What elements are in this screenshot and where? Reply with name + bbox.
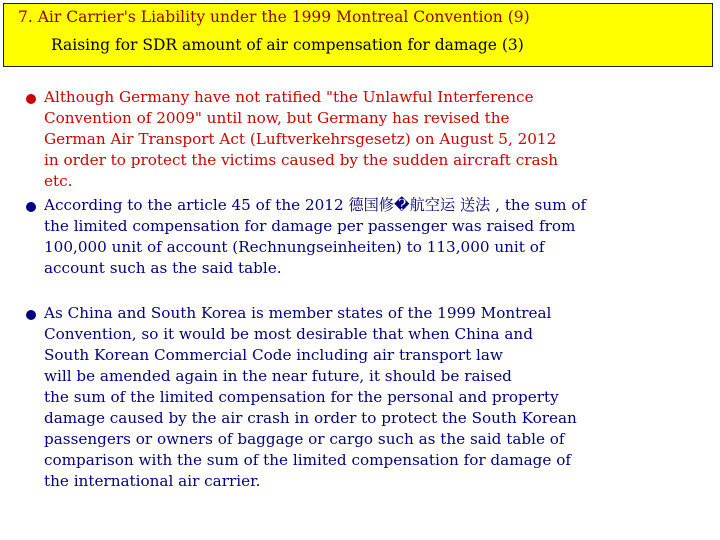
bullet-3-line-5: the sum of the limited compensation for the personal and property	[44, 388, 559, 406]
bullet-3-line-3: South Korean Commercial Code including air transport law	[44, 346, 503, 364]
bullet-3-line-9: the international air carrier.	[44, 472, 261, 490]
slide-subtitle: Raising for SDR amount of air compensation for damage (3)	[51, 36, 524, 54]
bullet-2-line-2: the limited compensation for damage per passenger was raised from	[44, 217, 576, 235]
bullet-2-line-4: account such as the said table.	[44, 259, 282, 277]
bullet-2-line-1: According to the article 45 of the 2012 德国修�航空运 送法 , the sum of	[44, 196, 587, 214]
bullet-3-line-7: passengers or owners of baggage or cargo such as the said table of	[44, 430, 565, 448]
bullet-1-line-2: Convention of 2009" until now, but Germany has revised the	[44, 109, 510, 127]
bullet-1-line-3: German Air Transport Act (Luftverkehrsgesetz) on August 5, 2012	[44, 130, 557, 148]
bullet-3-line-2: Convention, so it would be most desirable that when China and	[44, 325, 533, 343]
bullet-3-line-4: will be amended again in the near future, it should be raised	[44, 367, 512, 385]
bullet-2-line-3: 100,000 unit of account (Rechnungseinheiten) to 113,000 unit of	[44, 238, 545, 256]
title-box	[3, 3, 713, 67]
bullet-3-line-1: As China and South Korea is member states of the 1999 Montreal	[44, 304, 552, 322]
bullet-dot-icon	[26, 310, 36, 320]
bullet-dot-icon	[26, 94, 36, 104]
bullet-3-line-8: comparison with the sum of the limited compensation for damage of	[44, 451, 571, 469]
bullet-1-line-1: Although Germany have not ratified "the Unlawful Interference	[44, 88, 534, 106]
bullet-dot-icon	[26, 202, 36, 212]
slide-title: 7. Air Carrier's Liability under the 1999 Montreal Convention (9)	[18, 8, 530, 26]
bullet-1-line-5: etc.	[44, 172, 73, 190]
bullet-1-line-4: in order to protect the victims caused by the sudden aircraft crash	[44, 151, 559, 169]
bullet-3-line-6: damage caused by the air crash in order to protect the South Korean	[44, 409, 577, 427]
